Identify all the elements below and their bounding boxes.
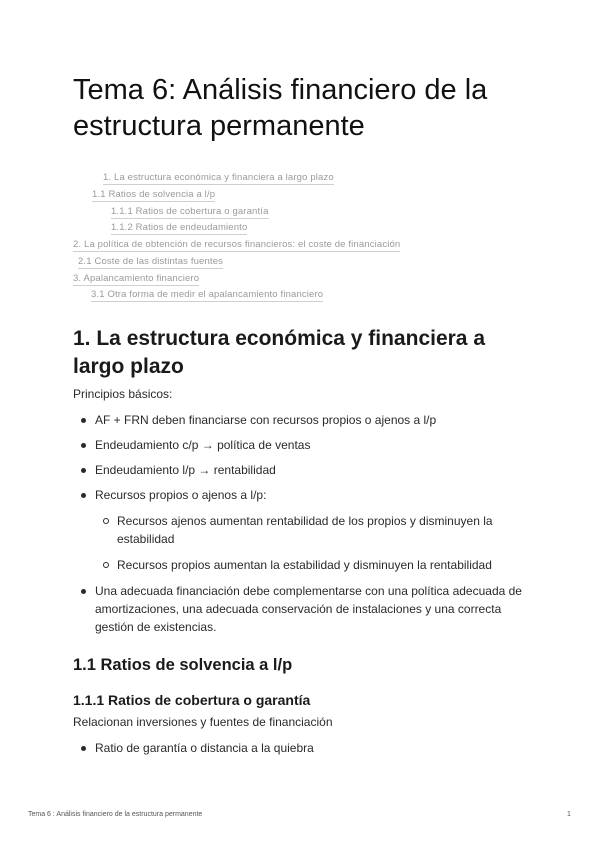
section-1-intro: Principios básicos: (73, 387, 173, 401)
section-1-1-heading: 1.1 Ratios de solvencia a l/p (73, 656, 293, 674)
list-item: Ratio de garantía o distancia a la quiebra (95, 739, 525, 757)
list-item: Endeudamiento l/p → rentabilidad (95, 461, 525, 479)
toc-link-2-1[interactable]: 2.1 Coste de las distintas fuentes (78, 256, 224, 267)
toc-link-1-1-2[interactable]: 1.1.2 Ratios de endeudamiento (111, 222, 248, 233)
toc-link-1[interactable]: 1. La estructura económica y financiera a largo plazo (103, 172, 334, 183)
sub-list-item: Recursos propios aumentan la estabilidad y disminuyen la rentabilidad (117, 556, 522, 574)
footer-title: Tema 6 : Análisis financiero de la estructura permanente (28, 811, 203, 818)
toc-link-1-1[interactable]: 1.1 Ratios de solvencia a l/p (92, 189, 216, 200)
list-item: Una adecuada financiación debe complementarse con una política adecuada de amortizaciones, una adecuada conservación de instalaciones y una correcta gestión de existencias. (95, 582, 525, 636)
toc-link-3-1[interactable]: 3.1 Otra forma de medir el apalancamiento financiero (91, 289, 324, 300)
section-1-heading: 1. La estructura económica y financiera a largo plazo (73, 327, 486, 378)
toc-link-3[interactable]: 3. Apalancamiento financiero (73, 273, 200, 284)
list-item: Recursos propios o ajenos a l/p: (95, 486, 525, 504)
toc-link-1-1-1[interactable]: 1.1.1 Ratios de cobertura o garantía (111, 206, 269, 217)
section-1-1-1-intro: Relacionan inversiones y fuentes de financiación (73, 715, 333, 729)
sub-list-item: Recursos ajenos aumentan rentabilidad de los propios y disminuyen la estabilidad (117, 512, 522, 548)
document-title: Tema 6: Análisis financiero de la estructura permanente (73, 74, 488, 142)
section-1-1-1-heading: 1.1.1 Ratios de cobertura o garantía (73, 692, 311, 708)
toc-link-2[interactable]: 2. La política de obtención de recursos financieros: el coste de financiación (73, 239, 401, 250)
list-item: AF + FRN deben financiarse con recursos propios o ajenos a l/p (95, 411, 525, 429)
page-number: 1 (567, 811, 571, 818)
list-item: Endeudamiento c/p → política de ventas (95, 436, 525, 454)
